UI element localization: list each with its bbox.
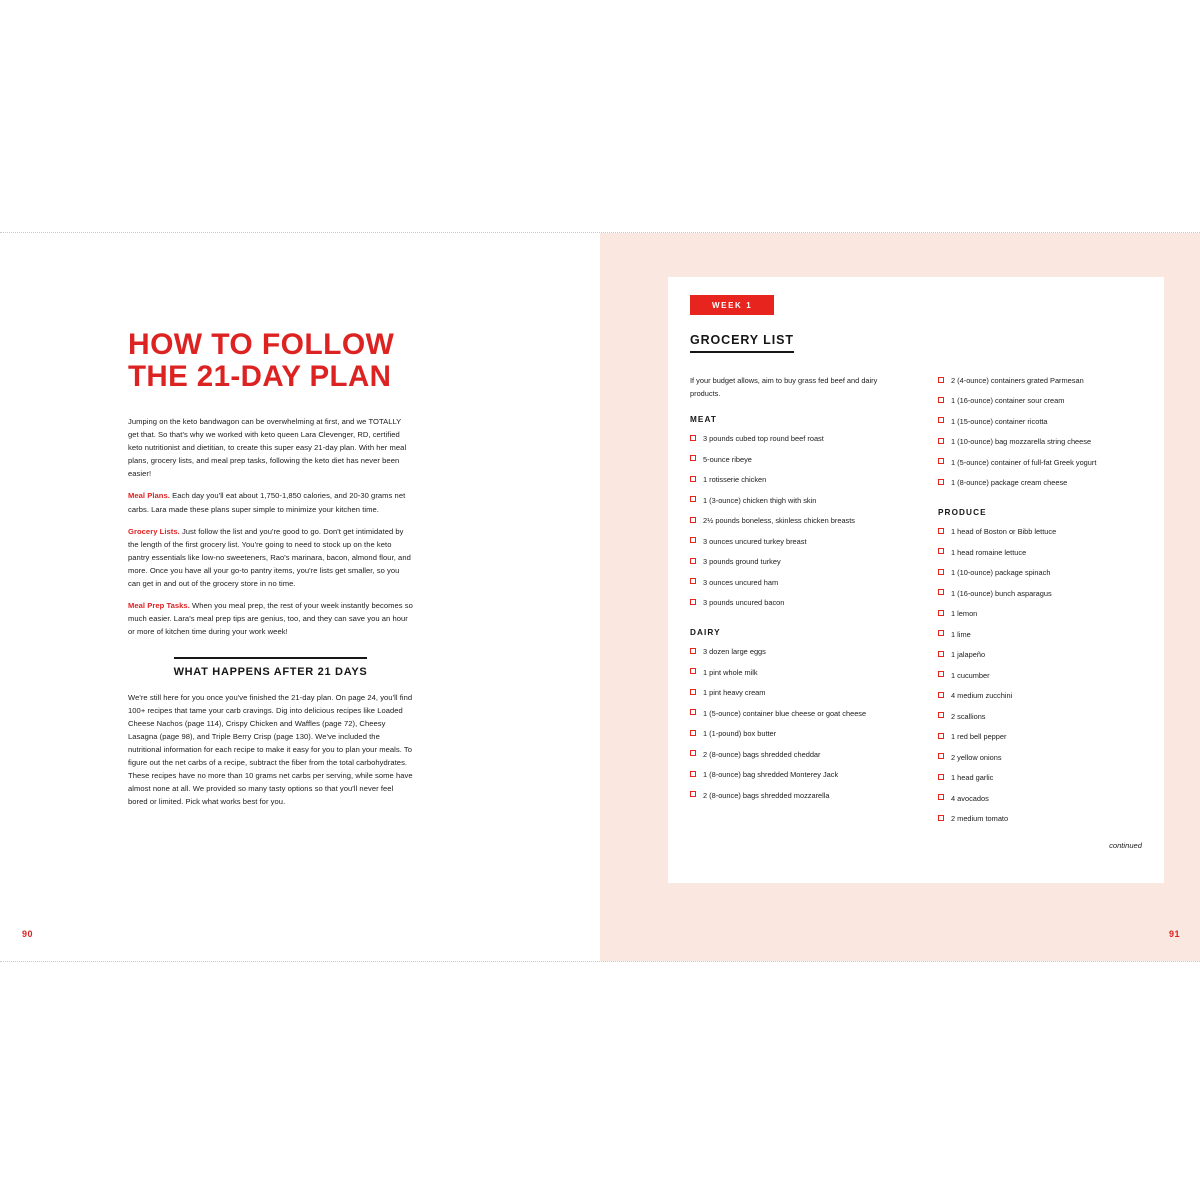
grocery-item-label: 1 (1-pound) box butter bbox=[703, 729, 777, 739]
grocery-item[interactable] bbox=[938, 547, 1142, 559]
grocery-card bbox=[668, 277, 1164, 883]
grocery-item-label: 3 dozen large eggs bbox=[703, 647, 766, 657]
budget-note: If your budget allows, aim to buy grass fed beef and dairy products. bbox=[690, 376, 878, 398]
grocery-item[interactable] bbox=[690, 577, 894, 589]
grocery-item[interactable] bbox=[690, 749, 894, 761]
grocery-item[interactable] bbox=[690, 708, 894, 720]
checkbox-icon[interactable] bbox=[938, 458, 944, 464]
checkbox-icon[interactable] bbox=[938, 479, 944, 485]
grocery-item[interactable] bbox=[938, 375, 1142, 387]
checkbox-icon[interactable] bbox=[938, 417, 944, 423]
grocery-item[interactable] bbox=[690, 687, 894, 699]
checkbox-icon[interactable] bbox=[690, 599, 696, 605]
checkbox-icon[interactable] bbox=[690, 476, 696, 482]
grocery-item-label: 1 cucumber bbox=[951, 670, 990, 680]
checkbox-icon[interactable] bbox=[938, 569, 944, 575]
checkbox-icon[interactable] bbox=[690, 791, 696, 797]
page-title bbox=[128, 329, 413, 393]
checkbox-icon[interactable] bbox=[938, 753, 944, 759]
left-page bbox=[0, 233, 600, 961]
checkbox-icon[interactable] bbox=[690, 558, 696, 564]
checkbox-icon[interactable] bbox=[938, 397, 944, 403]
page-title-line-2: THE 21-DAY PLAN bbox=[128, 360, 392, 394]
grocery-list-heading: GROCERY LIST bbox=[690, 333, 794, 353]
checkbox-icon[interactable] bbox=[938, 692, 944, 698]
checkbox-icon[interactable] bbox=[938, 610, 944, 616]
grocery-item[interactable] bbox=[938, 477, 1142, 489]
grocery-item[interactable] bbox=[690, 597, 894, 609]
checkbox-icon[interactable] bbox=[690, 578, 696, 584]
grocery-item[interactable] bbox=[938, 629, 1142, 641]
grocery-item-label: 1 head of Boston or Bibb lettuce bbox=[951, 527, 1057, 537]
checkbox-icon[interactable] bbox=[938, 630, 944, 636]
meal-prep-lead: Meal Prep Tasks. bbox=[128, 600, 190, 610]
grocery-item-label: 1 (15-ounce) container ricotta bbox=[951, 416, 1048, 426]
checkbox-icon[interactable] bbox=[938, 589, 944, 595]
grocery-item-label: 4 avocados bbox=[951, 793, 989, 803]
checkbox-icon[interactable] bbox=[938, 815, 944, 821]
grocery-item[interactable] bbox=[690, 728, 894, 740]
checkbox-icon[interactable] bbox=[690, 648, 696, 654]
grocery-item-label: 1 lime bbox=[951, 629, 971, 639]
grocery-item-label: 2 scallions bbox=[951, 711, 986, 721]
grocery-item-label: 3 ounces uncured ham bbox=[703, 577, 779, 587]
checkbox-icon[interactable] bbox=[690, 771, 696, 777]
grocery-card-content bbox=[690, 295, 1142, 869]
grocery-item[interactable] bbox=[938, 793, 1142, 805]
closing-paragraph: We're still here for you once you've finished the 21-day plan. On page 24, you'll find 100+ recipes that tame your carb cravings. Dig into delicious recipes like Loaded Cheese Nachos (page 114), Crispy Chicken and Waffles (page 72), Cheesy Lasagna (page 98), and Triple Berry Crisp (page 130). We've included the nutritional information for each recipe to make it easy for you to plan your meals. To figure out the net carbs of a recipe, subtract the fiber from the total carbohydrates. These recipes have no more than 10 grams net carbs per serving, while some have almost none at all. We provided so many tasty options so that you'll never feel bored or limited. Pick what works best for you. bbox=[128, 692, 413, 807]
grocery-lists-body: Just follow the list and you're good to go. Don't get intimidated by the length of the first grocery list. You're going to need to stock up on the keto pantry essentials like low-no sweeteners, Rao's marinara, bacon, almond flour, and more. Once you have all your go-to pantry items, you're lists get smaller, so you can get in and out of the grocery store in no time. bbox=[128, 526, 411, 588]
grocery-item[interactable] bbox=[690, 454, 894, 466]
grocery-item[interactable] bbox=[690, 667, 894, 679]
checkbox-icon[interactable] bbox=[690, 537, 696, 543]
checkbox-icon[interactable] bbox=[690, 689, 696, 695]
checkbox-icon[interactable] bbox=[938, 528, 944, 534]
checkbox-icon[interactable] bbox=[938, 712, 944, 718]
grocery-item[interactable] bbox=[938, 526, 1142, 538]
grocery-item-label: 3 ounces uncured turkey breast bbox=[703, 536, 807, 546]
grocery-item-label: 1 (3-ounce) chicken thigh with skin bbox=[703, 495, 817, 505]
page-title-line-1: HOW TO FOLLOW bbox=[128, 328, 395, 361]
grocery-item-label: 1 red bell pepper bbox=[951, 732, 1007, 742]
grocery-item[interactable] bbox=[938, 649, 1142, 661]
grocery-item[interactable] bbox=[938, 436, 1142, 448]
section-heading-produce: PRODUCE bbox=[938, 508, 987, 518]
grocery-item-label: 1 (5-ounce) container of full-fat Greek yogurt bbox=[951, 457, 1097, 467]
grocery-item-label: 2 medium tomato bbox=[951, 814, 1009, 824]
grocery-item[interactable] bbox=[690, 515, 894, 527]
meal-plans-paragraph bbox=[128, 489, 413, 515]
meal-plans-body: Each day you'll eat about 1,750-1,850 calories, and 20-30 grams net carbs. Lara made these plans super simple to minimize your kitchen time. bbox=[128, 491, 406, 514]
week-badge: WEEK 1 bbox=[690, 295, 774, 315]
book-spread bbox=[0, 232, 1200, 962]
grocery-item[interactable] bbox=[938, 457, 1142, 469]
grocery-item[interactable] bbox=[938, 416, 1142, 428]
grocery-item-label: 4 medium zucchini bbox=[951, 691, 1013, 701]
grocery-item[interactable] bbox=[938, 690, 1142, 702]
sections-left bbox=[690, 415, 894, 801]
checkbox-icon[interactable] bbox=[690, 455, 696, 461]
continued-label: continued bbox=[1109, 841, 1142, 851]
checkbox-icon[interactable] bbox=[690, 517, 696, 523]
grocery-item-label: 1 (8-ounce) bag shredded Monterey Jack bbox=[703, 770, 839, 780]
checkbox-icon[interactable] bbox=[938, 548, 944, 554]
grocery-item[interactable] bbox=[690, 536, 894, 548]
checkbox-icon[interactable] bbox=[938, 794, 944, 800]
checkbox-icon[interactable] bbox=[938, 651, 944, 657]
grocery-item[interactable] bbox=[690, 474, 894, 486]
grocery-item-list bbox=[690, 646, 894, 801]
checkbox-icon[interactable] bbox=[938, 733, 944, 739]
grocery-item-label: 3 pounds cubed top round beef roast bbox=[703, 434, 824, 444]
grocery-item-list bbox=[690, 433, 894, 609]
checkbox-icon[interactable] bbox=[690, 496, 696, 502]
grocery-item-label: 1 (16-ounce) bunch asparagus bbox=[951, 588, 1052, 598]
grocery-item-label: 2 yellow onions bbox=[951, 752, 1002, 762]
grocery-item[interactable] bbox=[690, 769, 894, 781]
grocery-column-right bbox=[938, 375, 1142, 850]
checkbox-icon[interactable] bbox=[690, 709, 696, 715]
grocery-lists-paragraph bbox=[128, 525, 413, 590]
grocery-item-label: 1 (10-ounce) package spinach bbox=[951, 568, 1051, 578]
grocery-item[interactable] bbox=[938, 752, 1142, 764]
grocery-item[interactable] bbox=[938, 608, 1142, 620]
meal-prep-body: When you meal prep, the rest of your week instantly becomes so much easier. Lara's meal prep tips are genius, too, and they can save you an hour or more of kitchen time during your work week! bbox=[128, 600, 413, 636]
grocery-lists-lead: Grocery Lists. bbox=[128, 526, 180, 536]
grocery-item-label: 1 pint heavy cream bbox=[703, 688, 766, 698]
grocery-item[interactable] bbox=[938, 670, 1142, 682]
checkbox-icon[interactable] bbox=[938, 774, 944, 780]
grocery-item-label: 5-ounce ribeye bbox=[703, 454, 752, 464]
page-number-right: 91 bbox=[1168, 929, 1180, 939]
page-number-left: 90 bbox=[22, 929, 34, 939]
grocery-item[interactable] bbox=[938, 772, 1142, 784]
subheading-container bbox=[128, 657, 413, 680]
grocery-item[interactable] bbox=[938, 567, 1142, 579]
checkbox-icon[interactable] bbox=[938, 671, 944, 677]
left-page-content bbox=[128, 329, 413, 817]
subheading: WHAT HAPPENS AFTER 21 DAYS bbox=[174, 657, 368, 678]
checkbox-icon[interactable] bbox=[690, 668, 696, 674]
grocery-item[interactable] bbox=[938, 711, 1142, 723]
grocery-column-left bbox=[690, 375, 894, 850]
sections-right bbox=[938, 375, 1142, 825]
grocery-item[interactable] bbox=[690, 556, 894, 568]
grocery-item[interactable] bbox=[938, 588, 1142, 600]
grocery-item-label: 1 (5-ounce) container blue cheese or goat cheese bbox=[703, 708, 867, 718]
checkbox-icon[interactable] bbox=[938, 438, 944, 444]
grocery-item-label: 3 pounds ground turkey bbox=[703, 557, 781, 567]
grocery-columns bbox=[690, 375, 1142, 850]
section-heading-dairy: DAIRY bbox=[690, 628, 721, 638]
grocery-item-label: 1 lemon bbox=[951, 609, 978, 619]
grocery-item-label: 1 jalapeño bbox=[951, 650, 986, 660]
grocery-item-label: 1 head garlic bbox=[951, 773, 994, 783]
section-heading-meat: MEAT bbox=[690, 415, 717, 425]
grocery-item-label: 2 (8-ounce) bags shredded cheddar bbox=[703, 749, 821, 759]
grocery-item[interactable] bbox=[690, 646, 894, 658]
grocery-item[interactable] bbox=[938, 395, 1142, 407]
grocery-item[interactable] bbox=[690, 495, 894, 507]
checkbox-icon[interactable] bbox=[938, 377, 944, 383]
grocery-item-label: 1 (16-ounce) container sour cream bbox=[951, 396, 1065, 406]
checkbox-icon[interactable] bbox=[690, 730, 696, 736]
meal-prep-paragraph bbox=[128, 599, 413, 638]
grocery-item-label: 1 (8-ounce) package cream cheese bbox=[951, 478, 1068, 488]
grocery-item-list bbox=[938, 375, 1142, 489]
grocery-item-list bbox=[938, 526, 1142, 825]
grocery-item-label: 1 head romaine lettuce bbox=[951, 547, 1027, 557]
grocery-item-label: 1 (10-ounce) bag mozzarella string cheese bbox=[951, 437, 1092, 447]
meal-plans-lead: Meal Plans. bbox=[128, 491, 170, 501]
checkbox-icon[interactable] bbox=[690, 435, 696, 441]
grocery-heading-row bbox=[690, 331, 1142, 375]
right-page bbox=[600, 233, 1200, 961]
grocery-item[interactable] bbox=[690, 790, 894, 802]
grocery-item-label: 1 rotisserie chicken bbox=[703, 475, 767, 485]
grocery-item-label: 1 pint whole milk bbox=[703, 667, 758, 677]
grocery-item[interactable] bbox=[690, 433, 894, 445]
grocery-item[interactable] bbox=[938, 813, 1142, 825]
intro-paragraph: Jumping on the keto bandwagon can be overwhelming at first, and we TOTALLY get that. So that's why we worked with keto queen Lara Clevenger, RD, certified keto nutritionist and dietitian, to create this super easy 21-day plan. With her meal plans, grocery lists, and meal prep tasks, following the keto diet has never been easier! bbox=[128, 417, 407, 479]
checkbox-icon[interactable] bbox=[690, 750, 696, 756]
grocery-item-label: 3 pounds uncured bacon bbox=[703, 598, 785, 608]
grocery-item-label: 2 (8-ounce) bags shredded mozzarella bbox=[703, 790, 830, 800]
grocery-item-label: 2 (4-ounce) containers grated Parmesan bbox=[951, 376, 1084, 385]
grocery-item-label: 2½ pounds boneless, skinless chicken breasts bbox=[703, 516, 856, 526]
grocery-item[interactable] bbox=[938, 731, 1142, 743]
